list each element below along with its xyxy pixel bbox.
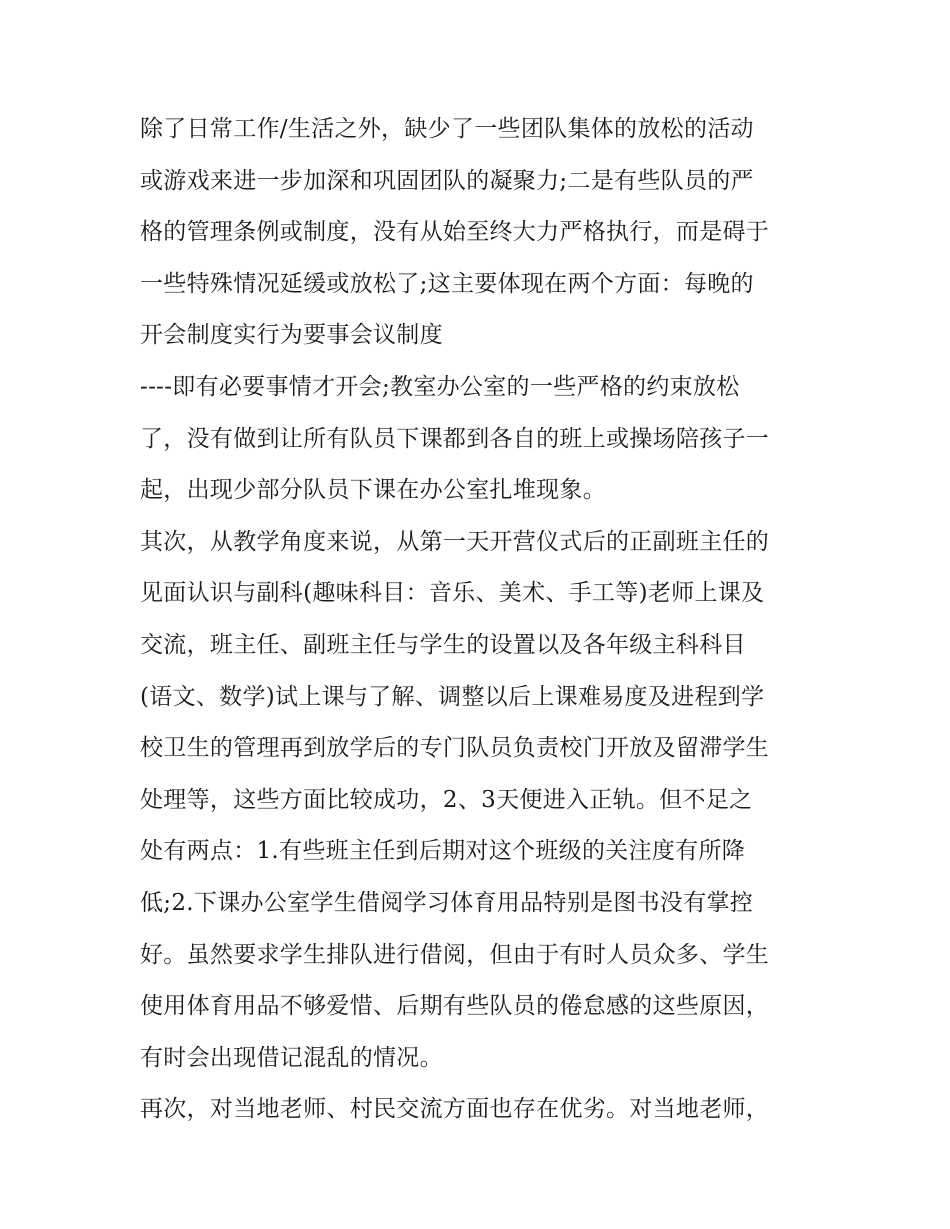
text-line: 起，出现少部分队员下课在办公室扎堆现象。	[140, 477, 606, 504]
text-line: 格的管理条例或制度，没有从始至终大力严格执行，而是碍于	[140, 219, 770, 246]
text-line: 好。虽然要求学生排队进行借阅，但由于有时人员众多、学生	[140, 941, 770, 968]
text-line: 低;2.下课办公室学生借阅学习体育用品特别是图书没有掌控	[140, 889, 754, 916]
text-line: 使用体育用品不够爱惜、后期有些队员的倦怠感的这些原因，	[140, 993, 770, 1020]
document-body	[140, 104, 820, 1136]
text-line: 处理等，这些方面比较成功，2、3天便进入正轨。但不足之	[140, 786, 753, 813]
text-line: 了，没有做到让所有队员下课都到各自的班上或操场陪孩子一	[140, 425, 770, 452]
text-line: 再次，对当地老师、村民交流方面也存在优劣。对当地老师，	[140, 1096, 770, 1123]
text-line: 一些特殊情况延缓或放松了;这主要体现在两个方面：每晚的	[140, 270, 754, 297]
paragraph-3	[140, 1084, 820, 1136]
text-line: (语文、数学)试上课与了解、调整以后上课难易度及进程到学	[140, 683, 765, 710]
paragraph-1	[140, 104, 820, 517]
text-line: 交流，班主任、副班主任与学生的设置以及各年级主科科目	[140, 631, 746, 658]
text-line: 除了日常工作/生活之外，缺少了一些团队集体的放松的活动	[140, 116, 754, 142]
text-line: ----即有必要事情才开会;教室办公室的一些严格的约束放松	[140, 373, 740, 400]
text-line: 开会制度实行为要事会议制度	[140, 322, 443, 349]
text-line: 有时会出现借记混乱的情况。	[140, 1044, 443, 1071]
text-line: 见面认识与副科(趣味科目：音乐、美术、手工等)老师上课及	[140, 580, 765, 607]
text-line: 其次，从教学角度来说，从第一天开营仪式后的正副班主任的	[140, 528, 770, 555]
paragraph-2	[140, 517, 820, 1085]
text-line: 或游戏来进一步加深和巩固团队的凝聚力;二是有些队员的严	[140, 167, 754, 194]
text-line: 处有两点：1.有些班主任到后期对这个班级的关注度有所降	[140, 838, 746, 865]
text-line: 校卫生的管理再到放学后的专门队员负责校门开放及留滞学生	[140, 735, 770, 762]
